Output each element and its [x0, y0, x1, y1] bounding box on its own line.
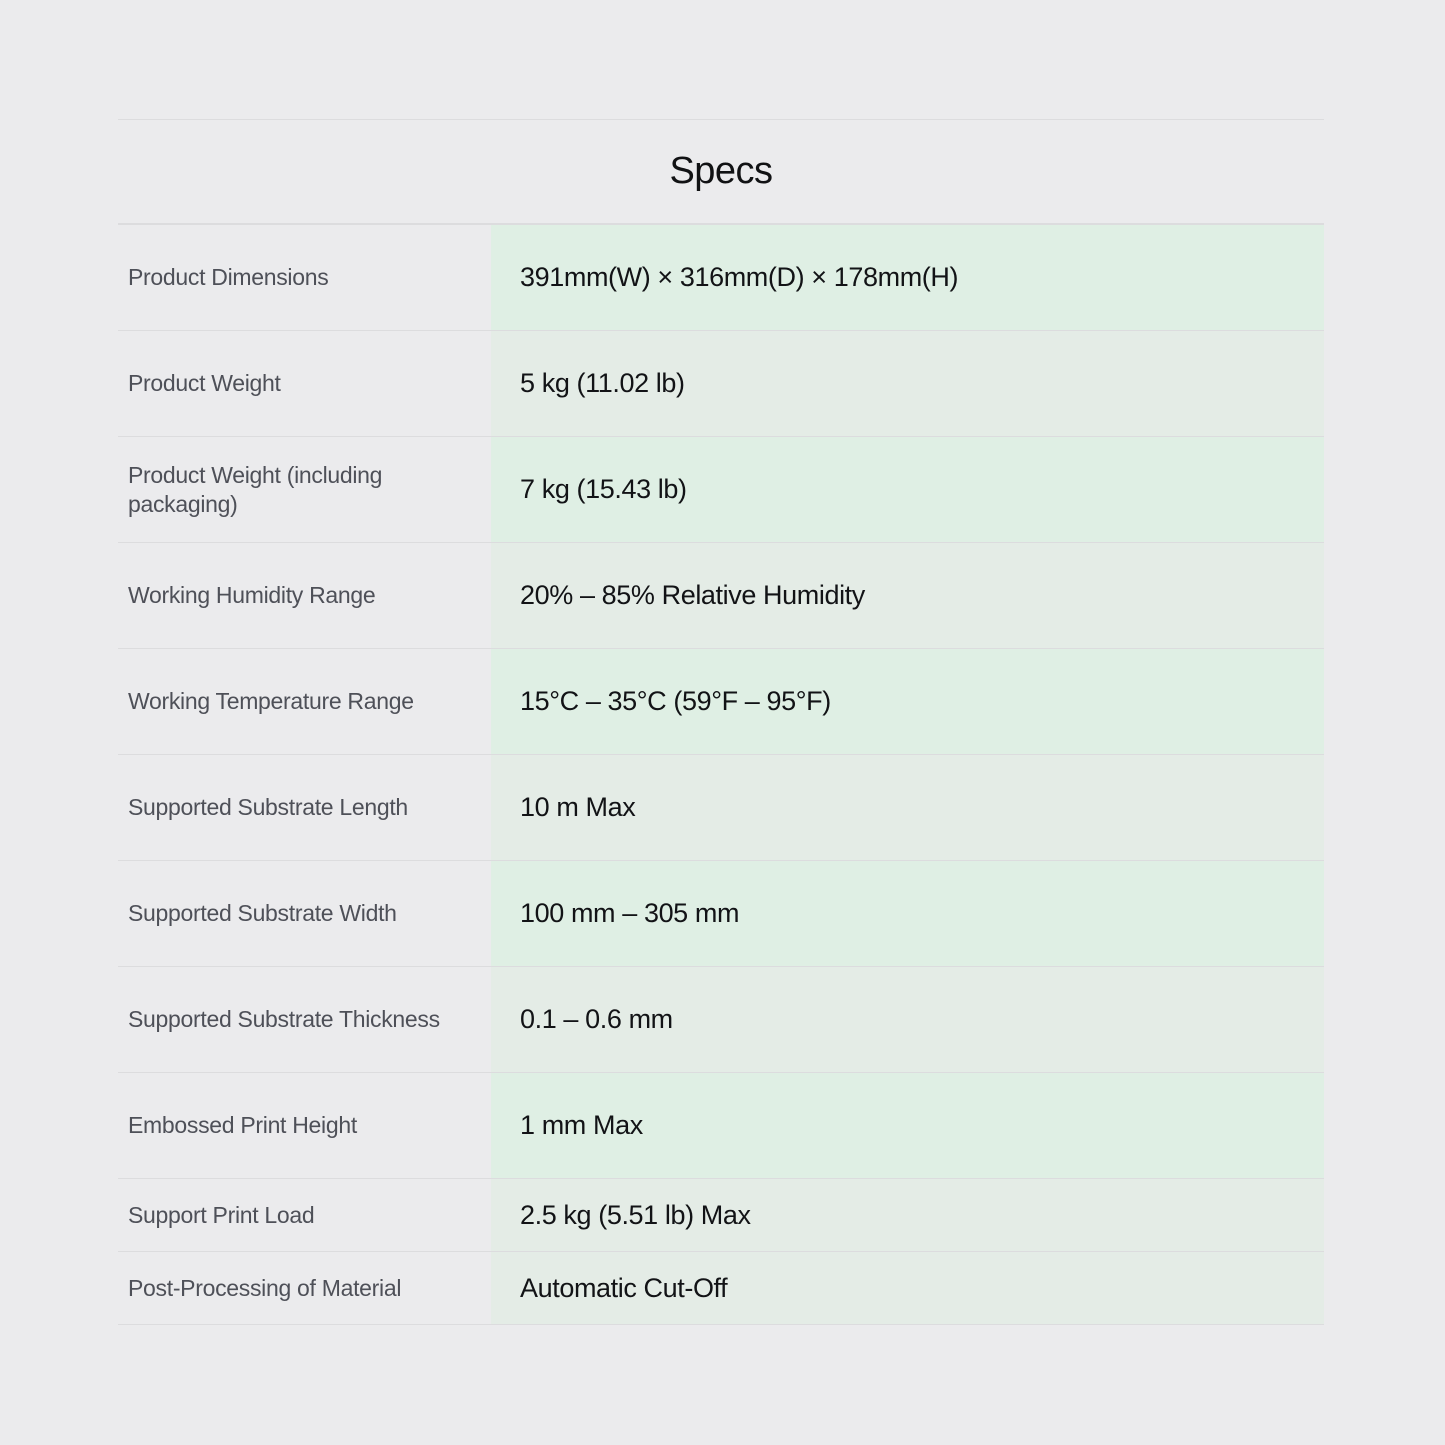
spec-row-working-humidity	[118, 543, 1324, 649]
spec-label: Product Weight (including packaging)	[128, 461, 383, 517]
spec-label: Working Humidity Range	[128, 582, 376, 608]
spec-label: Working Temperature Range	[128, 688, 414, 714]
specs-title: Specs	[118, 120, 1324, 225]
spec-row-print-load	[118, 1179, 1324, 1252]
spec-row-substrate-width	[118, 861, 1324, 967]
spec-value: Automatic Cut-Off	[491, 1252, 1324, 1324]
spec-row-product-weight	[118, 331, 1324, 437]
spec-row-substrate-length	[118, 755, 1324, 861]
spec-value: 5 kg (11.02 lb)	[491, 331, 1324, 436]
specs-table	[118, 119, 1324, 1325]
spec-value: 1 mm Max	[491, 1073, 1324, 1178]
spec-row-product-weight-packaging	[118, 437, 1324, 543]
spec-row-product-dimensions	[118, 225, 1324, 331]
spec-value: 2.5 kg (5.51 lb) Max	[491, 1179, 1324, 1251]
spec-value: 0.1 – 0.6 mm	[491, 967, 1324, 1072]
spec-label: Supported Substrate Length	[128, 794, 408, 820]
spec-value: 100 mm – 305 mm	[491, 861, 1324, 966]
spec-label: Supported Substrate Width	[128, 900, 397, 926]
spec-label: Embossed Print Height	[128, 1112, 357, 1138]
spec-label: Supported Substrate Thickness	[128, 1006, 440, 1032]
spec-value: 15°C – 35°C (59°F – 95°F)	[491, 649, 1324, 754]
spec-label: Post-Processing of Material	[128, 1274, 402, 1301]
spec-label: Product Dimensions	[128, 264, 329, 290]
spec-row-embossed-height	[118, 1073, 1324, 1179]
spec-value: 20% – 85% Relative Humidity	[491, 543, 1324, 648]
spec-row-post-processing	[118, 1252, 1324, 1325]
spec-value: 10 m Max	[491, 755, 1324, 860]
spec-value: 7 kg (15.43 lb)	[491, 437, 1324, 542]
spec-value: 391mm(W) × 316mm(D) × 178mm(H)	[491, 225, 1324, 330]
spec-row-working-temperature	[118, 649, 1324, 755]
spec-label: Product Weight	[128, 370, 281, 396]
spec-label: Support Print Load	[128, 1201, 315, 1228]
spec-row-substrate-thickness	[118, 967, 1324, 1073]
